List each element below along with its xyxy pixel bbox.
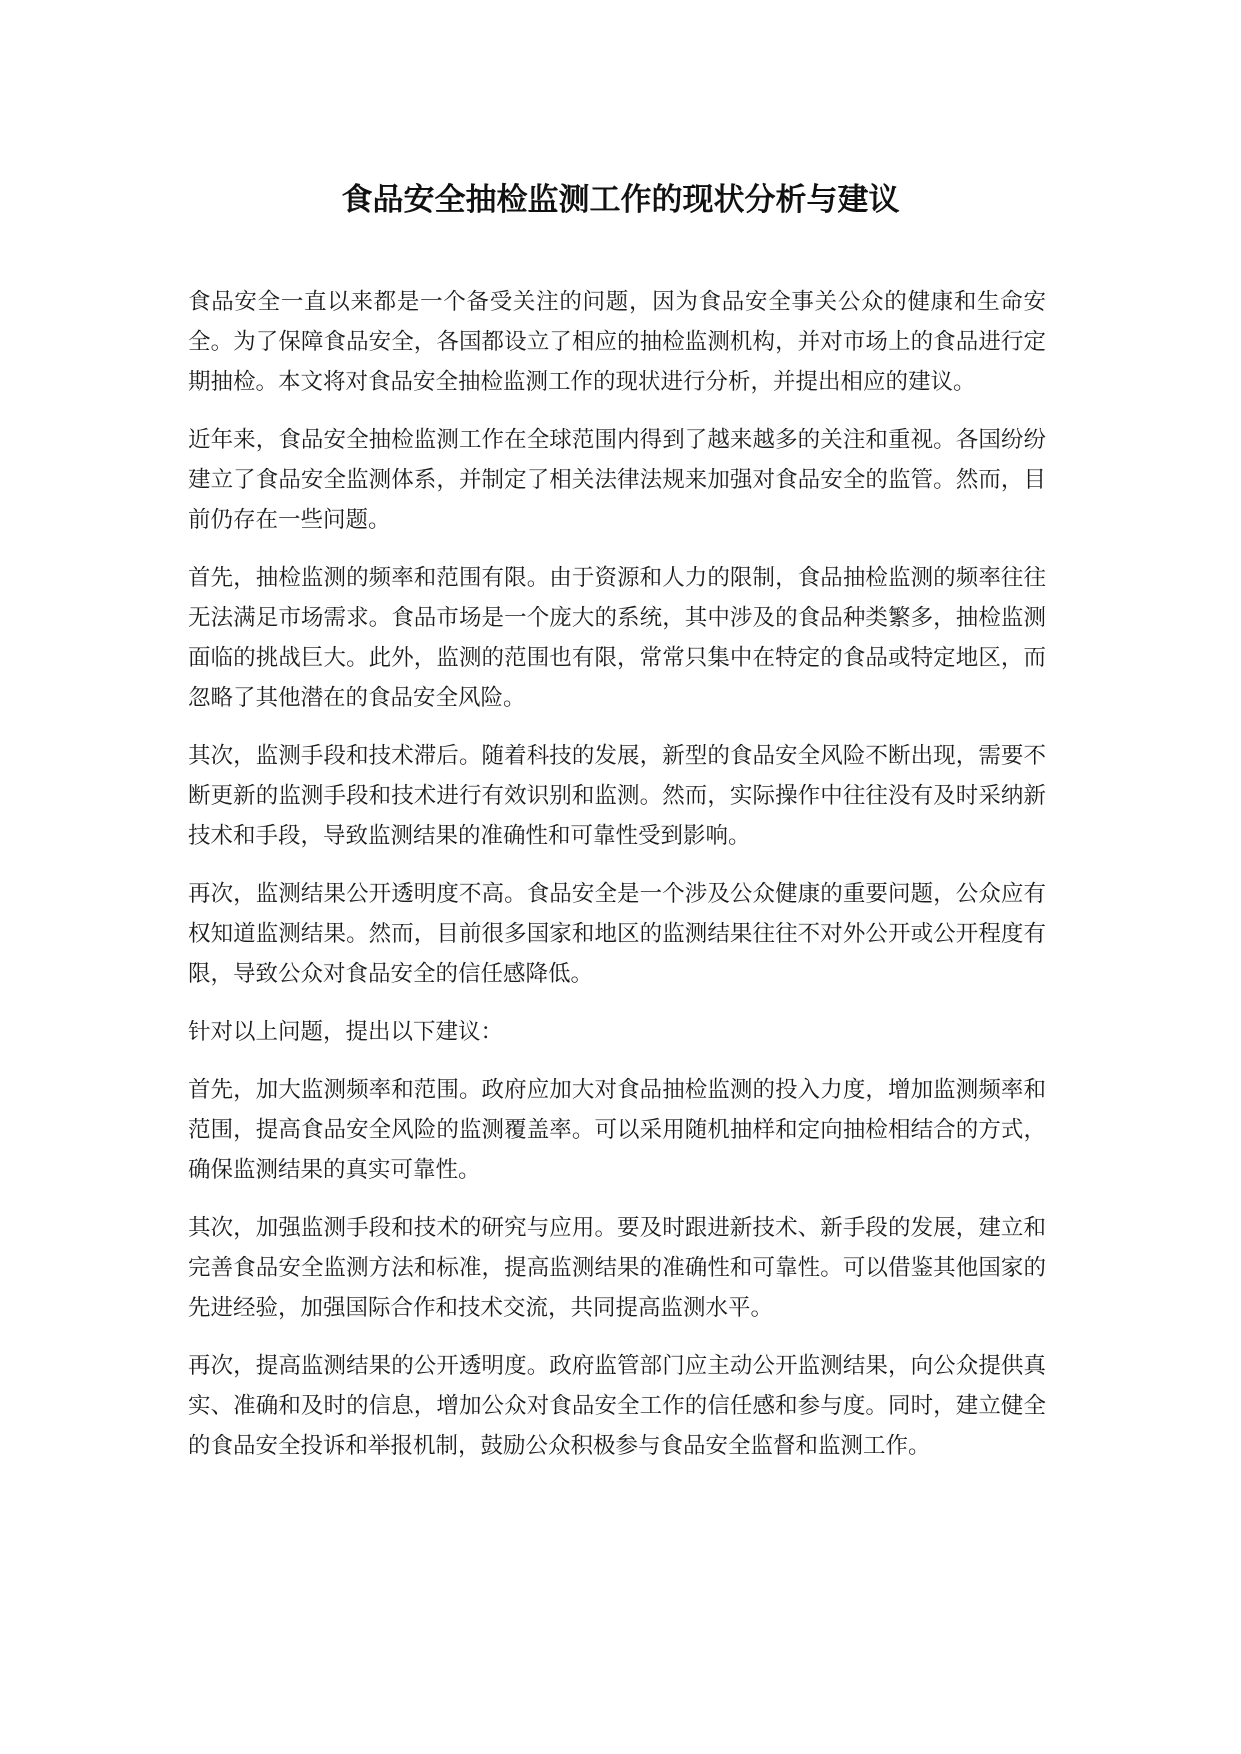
paragraph-problem-2: 其次，监测手段和技术滞后。随着科技的发展，新型的食品安全风险不断出现，需要不断更新的监测手段和技术进行有效识别和监测。然而，实际操作中往往没有及时采纳新技术和手段，导致监测结果的准确性和可靠性受到影响。 <box>188 743 1046 849</box>
paragraph-suggestion-2: 其次，加强监测手段和技术的研究与应用。要及时跟进新技术、新手段的发展，建立和完善食品安全监测方法和标准，提高监测结果的准确性和可靠性。可以借鉴其他国家的先进经验，加强国际合作和技术交流，共同提高监测水平。 <box>188 1215 1046 1321</box>
paragraph-intro: 食品安全一直以来都是一个备受关注的问题，因为食品安全事关公众的健康和生命安全。为了保障食品安全，各国都设立了相应的抽检监测机构，并对市场上的食品进行定期抽检。本文将对食品安全抽检监测工作的现状进行分析，并提出相应的建议。 <box>188 289 1046 395</box>
document-title: 食品安全抽检监测工作的现状分析与建议 <box>341 182 900 218</box>
paragraph-suggestion-3: 再次，提高监测结果的公开透明度。政府监管部门应主动公开监测结果，向公众提供真实、准确和及时的信息，增加公众对食品安全工作的信任感和参与度。同时，建立健全的食品安全投诉和举报机制，鼓励公众积极参与食品安全监督和监测工作。 <box>188 1353 1046 1459</box>
document-body <box>188 282 1046 1484</box>
paragraph-problem-3: 再次，监测结果公开透明度不高。食品安全是一个涉及公众健康的重要问题，公众应有权知道监测结果。然而，目前很多国家和地区的监测结果往往不对外公开或公开程度有限，导致公众对食品安全的信任感降低。 <box>188 881 1046 987</box>
paragraph-problem-1: 首先，抽检监测的频率和范围有限。由于资源和人力的限制，食品抽检监测的频率往往无法满足市场需求。食品市场是一个庞大的系统，其中涉及的食品种类繁多，抽检监测面临的挑战巨大。此外，监测的范围也有限，常常只集中在特定的食品或特定地区，而忽略了其他潜在的食品安全风险。 <box>188 565 1046 711</box>
paragraph-transition: 针对以上问题，提出以下建议： <box>188 1019 504 1045</box>
paragraph-suggestion-1: 首先，加大监测频率和范围。政府应加大对食品抽检监测的投入力度，增加监测频率和范围，提高食品安全风险的监测覆盖率。可以采用随机抽样和定向抽检相结合的方式，确保监测结果的真实可靠性。 <box>188 1077 1046 1183</box>
paragraph-status: 近年来，食品安全抽检监测工作在全球范围内得到了越来越多的关注和重视。各国纷纷建立了食品安全监测体系，并制定了相关法律法规来加强对食品安全的监管。然而，目前仍存在一些问题。 <box>188 427 1046 533</box>
